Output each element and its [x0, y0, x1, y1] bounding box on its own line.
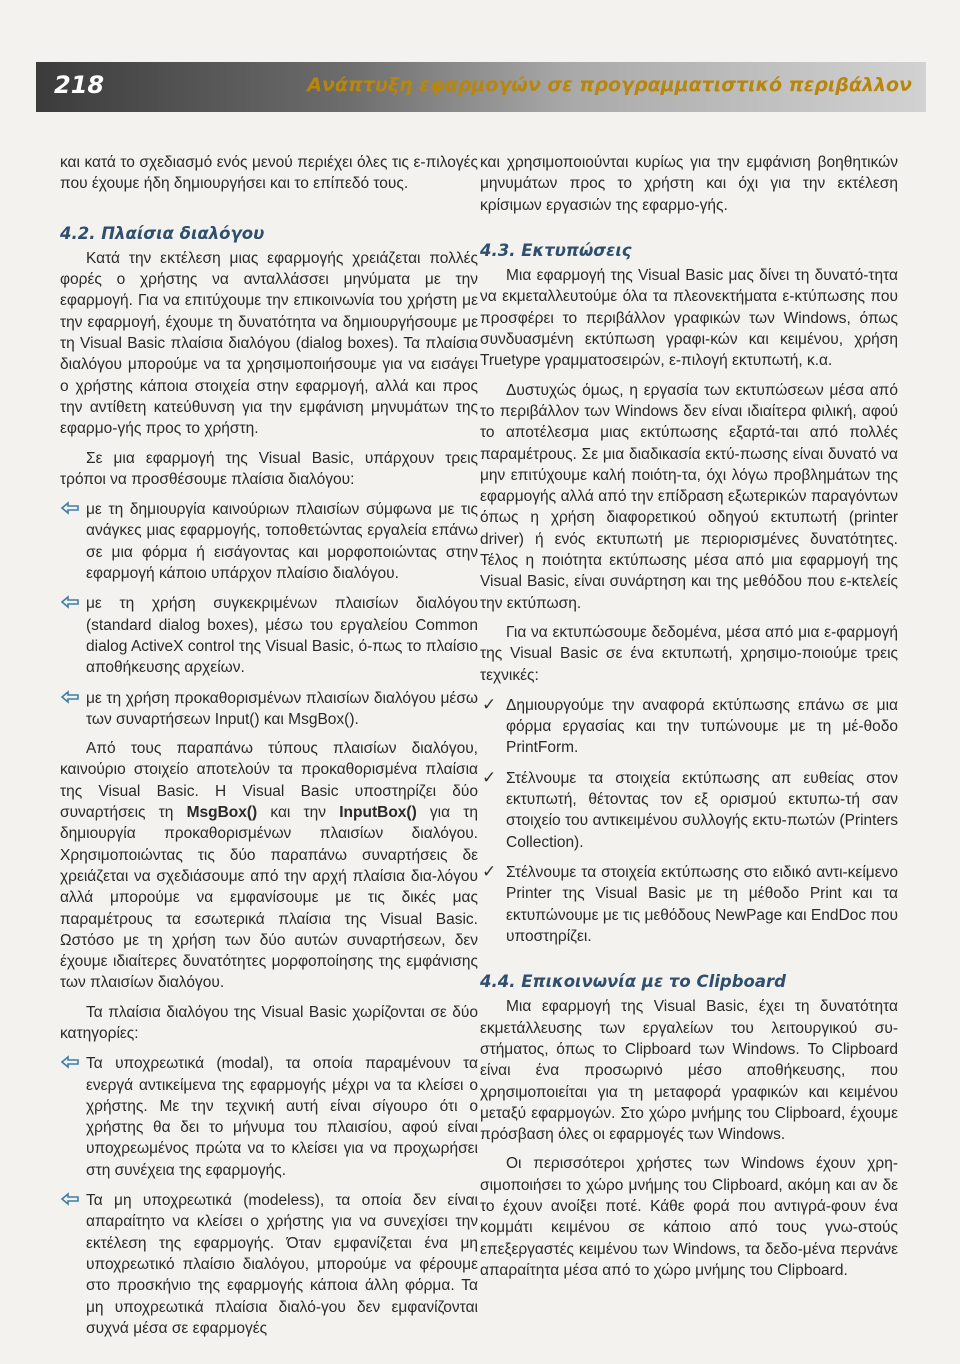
check-mark-icon: ✓ [482, 694, 497, 715]
paragraph: Για να εκτυπώσουμε δεδομένα, μέσα από μια ε-φαρμογή της Visual Basic σε ένα εκτυπωτή, χρησιμο-ποιούμε τρεις τεχνικές: [480, 623, 898, 684]
msgbox-term: MsgBox() [186, 804, 258, 822]
section-heading-4-4: 4.4. Επικοινωνία με το Clipboard [480, 972, 786, 992]
section-heading-4-3: 4.3. Εκτυπώσεις [480, 240, 632, 260]
inputbox-term: InputBox() [339, 804, 417, 822]
paragraph: Κατά την εκτέλεση μιας εφαρμογής χρειάζεται πολλές φορές ο χρήστης να ανταλλάσσει μηνύματα με την εφαρμογή. Για να επιτύχουμε την επικοινωνία του χρήστη με την εφαρμογή, έχουμε τη δυνατότητα να δημιουργήσουμε με τη Visual Basic πλαίσια διαλόγου (dialog boxes). Τα πλαίσια διαλόγου μπορούμε να τα χρησιμοποιήσουμε για να εισάγει ο χρήστης κάποια στοιχεία στην εφαρμογή, αλλά και προς την αντίθετη κατεύθυνση για την εμφάνιση μηνυμάτων της εφαρμο-γής προς το χρήστη. [60, 249, 478, 438]
paragraph: και κατά το σχεδιασμό ενός μενού περιέχει όλες τις ε-πιλογές που έχουμε ήδη δημιουργήσει και το επίπεδό τους. [60, 154, 478, 193]
list-item-text: Δημιουργούμε την αναφορά εκτύπωσης επάνω σε μια φόρμα εργασίας και την τυπώνουμε με τη μέ-θοδο PrintForm. [506, 696, 898, 757]
paragraph: Οι περισσότεροι χρήστες των Windows έχουν χρη-σιμοποιήσει το χώρο μνήμης του Clipboard, ακόμη και αν δε το έχουν ανοίξει ποτέ. Κάθε φορά που αντιγρά-φουν ένα κομμάτι κειμένου σε κάποιο από τους γνω-στούς επεξεργαστές κειμένου των Windows, τα δεδο-μένα περνάνε απαραίτητα μέσα από το χώρο μνήμης του Clipboard. [480, 1155, 898, 1279]
list-item-text: Τα υποχρεωτικά (modal), τα οποία παραμένουν τα ενεργά αντικείμενα της εφαρμογής μέχρι να τα κλείσει ο χρήστης. Με την τεχνική αυτή είναι σίγουρο ότι ο χρήστης θα δει το μήνυμα του πλαισίου, αφού είναι υποχρεωμένος πρώτα να το κλείσει για να προχωρήσει στη συνέχεια της εφαρμογής. [86, 1055, 478, 1179]
paragraph [60, 738, 478, 994]
paragraph: Δυστυχώς όμως, η εργασία των εκτυπώσεων μέσα από το περιβάλλον των Windows δεν είναι ιδιαίτερα φιλική, αφού το αποτέλεσμα μιας εκτύπωσης εξαρτά-ται από πολλές παραμέτρους. Σε μια διαδικασία εκτύ-πωσης είναι δυνατό να μην επιτύχουμε καλή ποιότη-τα, όχι λόγω προβλημάτων της εφαρμογής αλλά από την επίδραση εξωτερικών παραγόντων όπως η χρήση διαφορετικού οδηγού εκτυπωτή (printer driver) ή ενός εκτυπωτή με περιορισμένες δυνατότητες. Τέλος η ποιότητα εκτύπωσης μέσα από μια εφαρμογή της Visual Basic, είναι συνάρτηση και της μεθόδου που ε-κτελείς την εκτύπωση. [480, 381, 898, 612]
list-item [60, 1190, 478, 1339]
list-item [480, 768, 898, 853]
left-column [60, 152, 478, 1339]
paragraph: Σε μια εφαρμογή της Visual Basic, υπάρχουν τρεις τρόποι να προσθέσουμε πλαίσια διαλόγου: [60, 449, 478, 488]
text-run: για τη δημιουργία προκαθορισμένων πλαισίων διαλόγου. Χρησιμοποιώντας τις δύο παραπάνω συναρτήσεις δε χρειάζεται να σχεδιάσουμε από την αρχή πλαίσια δια-λόγου αλλά μπορούμε να εμφανίσουμε με τις δικές μας παραμέτρους τα εσωτερικά πλαίσια της Visual Basic. Ωστόσο με τη χρήση των δύο αυτών συναρτήσεων, δεν έχουμε ιδιαίτερες δυνατότητες μορφοποίησης της εμφάνισης των πλαισίων διαλόγου. [60, 804, 479, 992]
list-item-text: με τη δημιουργία καινούριων πλαισίων σύμφωνα με τις ανάγκες μιας εφαρμογής, τοποθετώντας εργαλεία επάνω σε μια φόρμα ή εισάγοντας και μορφοποιώντας στην εφαρμογή κάποιο υπάρχον πλαίσιο διαλόγου. [86, 501, 478, 583]
list-item [480, 695, 898, 759]
list-item [60, 499, 478, 584]
section-heading-4-2: 4.2. Πλαίσια διαλόγου [60, 223, 265, 243]
arrow-bullet-icon [60, 1191, 80, 1207]
arrow-bullet-icon [60, 689, 80, 705]
list-item-text: με τη χρήση προκαθορισμένων πλαισίων διαλόγου μέσω των συναρτήσεων Input() και MsgBox(). [86, 689, 478, 728]
paragraph: Τα πλαίσια διαλόγου της Visual Basic χωρίζονται σε δύο κατηγορίες: [60, 1003, 478, 1042]
right-column [480, 152, 898, 1281]
list-item-text: Στέλνουμε τα στοιχεία εκτύπωσης στο ειδικό αντι-κείμενο Printer της Visual Basic με τη μέθοδο Print και τα εκτυπώνουμε με τις μεθόδους NewPage και EndDoc που υποστηρίζει. [506, 863, 898, 945]
page-header [36, 62, 926, 112]
paragraph: Μια εφαρμογή της Visual Basic μας δίνει τη δυνατό-τητα να εκμεταλλευτούμε όλα τα πλεονεκτήματα ε-κτύπωσης που προσφέρει το περιβάλλον γραφικών των Windows, όπως συνδυασμένη εκτύπωση γραφι-κών και κειμένου, χρήση Truetype γραμματοσειρών, ε-πιλογή εκτυπωτή, κ.α. [480, 267, 898, 370]
text-run: Από τους παραπάνω τύπους πλαισίων διαλόγου, καινούριο στοιχείο αποτελούν τα προκαθορισμένα πλαίσια της Visual Basic. Η Visual Basic υποστηρίζει δύο συναρτήσεις τη [60, 740, 478, 822]
paragraph: Μια εφαρμογή της Visual Basic, έχει τη δυνατότητα εκμετάλλευσης των εργαλείων του λειτουργικού συ-στήματος, όπως το Clipboard των Windows. Το Clipboard είναι ένα προσωρινό μέσο αποθήκευσης, που χρησιμοποιείται για τη μεταφορά γραφικών και κειμένου μεταξύ εφαρμογών. Στο χώρο μνήμης του Clipboard, έχουμε πρόσβαση όλες οι εφαρμογές των Windows. [480, 998, 898, 1144]
text-run: και την [257, 804, 340, 822]
running-title: Ανάπτυξη εφαρμογών σε προγραμματιστικό περιβάλλον [307, 74, 912, 96]
list-item [60, 1053, 478, 1181]
list-item [60, 688, 478, 731]
list-item [480, 862, 898, 947]
arrow-bullet-icon [60, 1054, 80, 1070]
list-item-text: Τα μη υποχρεωτικά (modeless), τα οποία δεν είναι απαραίτητο να κλείσει ο χρήστης για να συνεχίσει την εκτέλεση της εφαρμογής. Όταν εμφανίζεται ένα μη υποχρεωτικό πλαίσιο διαλόγου, μπορούμε να φέρουμε στο προσκήνιο της εφαρμογής κάποια άλλη φόρμα. Τα μη υποχρεωτικά πλαίσια διαλό-γου δεν εμφανίζονται συχνά μέσα σε εφαρμογές [86, 1192, 478, 1337]
check-mark-icon: ✓ [482, 767, 497, 788]
list-item-text: Στέλνουμε τα στοιχεία εκτύπωσης απ ευθείας στον εκτυπωτή, θέτοντας τον εξ ορισμού εκτυπω-τή σαν στοιχείο του αντικειμένου συλλογής εκτυ-πωτών (Printers Collection). [506, 769, 898, 851]
check-mark-icon: ✓ [482, 861, 497, 882]
paragraph: και χρησιμοποιούνται κυρίως για την εμφάνιση βοηθητικών μηνυμάτων προς το χρήστη και όχι για την εκτέλεση κρίσιμων εργασιών της εφαρμο-γής. [480, 154, 898, 214]
list-item [60, 593, 478, 678]
arrow-bullet-icon [60, 594, 80, 610]
arrow-bullet-icon [60, 500, 80, 516]
page-number: 218 [54, 71, 105, 99]
list-item-text: με τη χρήση συγκεκριμένων πλαισίων διαλόγου (standard dialog boxes), μέσω του εργαλείου Common dialog ActiveX control της Visual Basic, ό-πως το πλαίσιο αποθήκευσης αρχείων. [86, 595, 478, 677]
